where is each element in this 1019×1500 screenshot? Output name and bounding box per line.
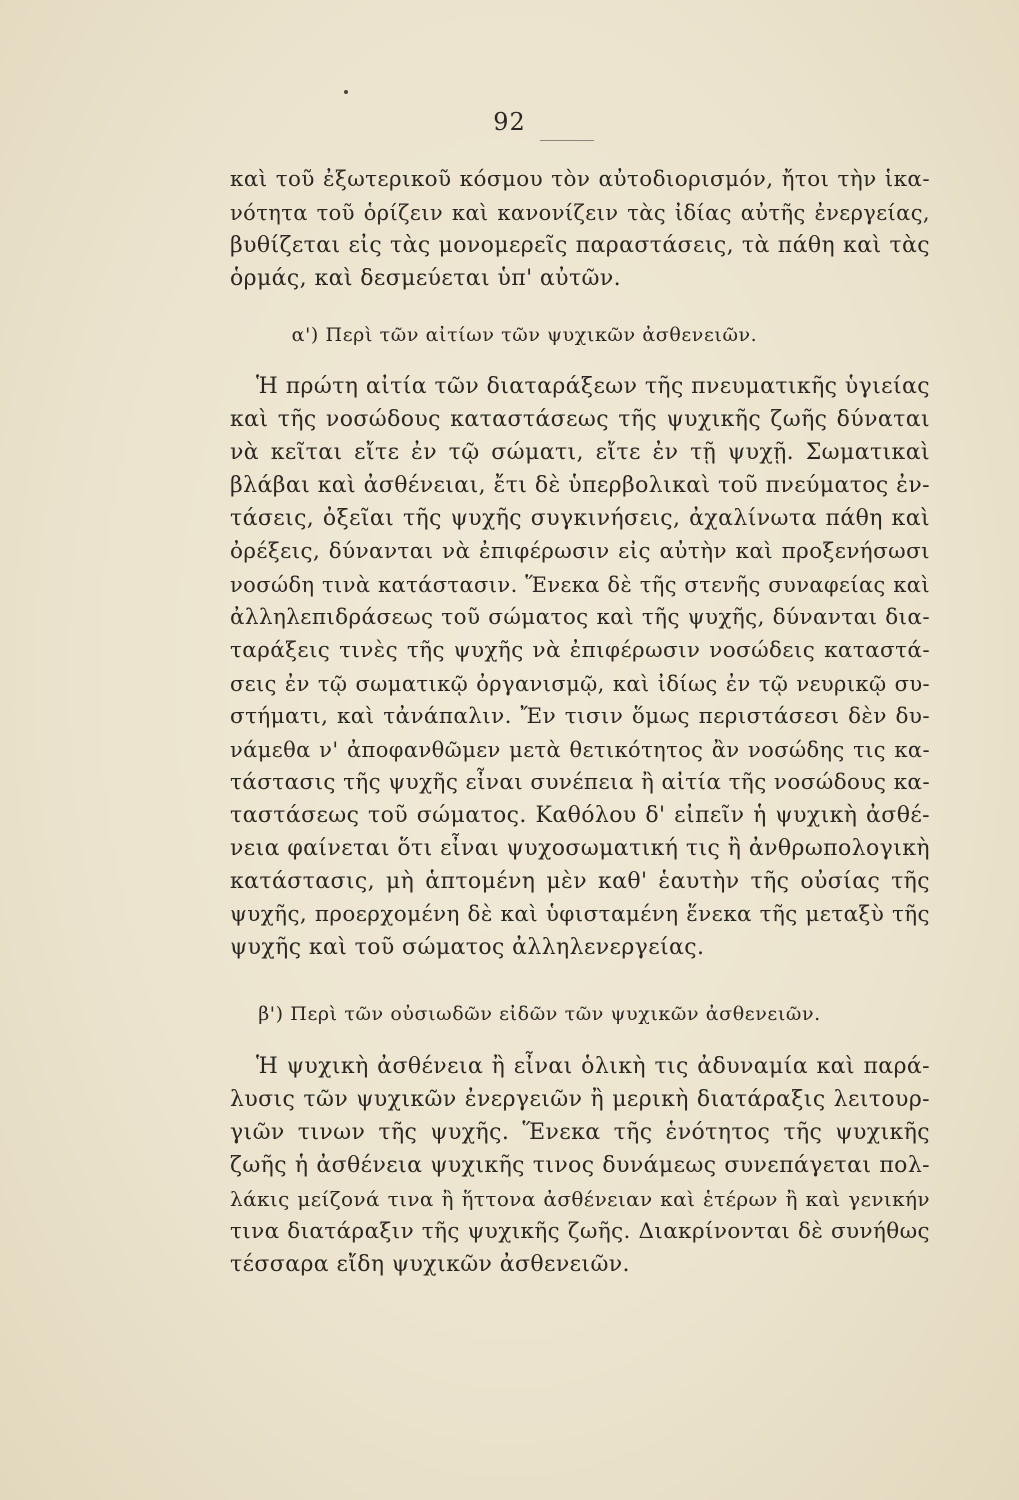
- text-line: σεις ἐν τῷ σωματικῷ ὀργανισμῷ, καὶ ἰδίως ἐν τῷ νευρικῷ συ-: [230, 672, 930, 696]
- text-line: τάσεις, ὀξεῖαι τῆς ψυχῆς συγκινήσεις, ἀχαλίνωτα πάθη καὶ: [230, 506, 930, 531]
- text-line: νάμεθα ν' ἀποφανθῶμεν μετὰ θετικότητος ἂν νοσώδης τις κα-: [230, 738, 930, 762]
- text-line: λάκις μείζονά τινα ἢ ἥττονα ἀσθένειαν καὶ ἑτέρων ἢ καὶ γενικήν: [230, 1187, 930, 1211]
- text-line: τάστασις τῆς ψυχῆς εἶναι συνέπεια ἢ αἰτία τῆς νοσώδους κα-: [230, 770, 930, 795]
- text-line: ὀρέξεις, δύνανται νὰ ἐπιφέρωσιν εἰς αὐτὴν καὶ προξενήσωσι: [230, 539, 930, 564]
- text-line: γιῶν τινων τῆς ψυχῆς. Ἕνεκα τῆς ἑνότητος τῆς ψυχικῆς: [230, 1120, 930, 1145]
- text-line: ψυχῆς καὶ τοῦ σώματος ἀλληλενεργείας.: [230, 935, 705, 960]
- text-line: καὶ τῆς νοσώδους καταστάσεως τῆς ψυχικῆς ζωῆς δύναται: [230, 407, 930, 432]
- ink-speck: [344, 90, 348, 94]
- text-line: καὶ τοῦ ἐξωτερικοῦ κόσμου τὸν αὐτοδιορισμόν, ἤτοι τὴν ἱκα-: [230, 167, 930, 192]
- section-heading-beta: β') Περὶ τῶν οὐσιωδῶν εἰδῶν τῶν ψυχικῶν ἀσθενειῶν.: [258, 1003, 821, 1025]
- text-line: κατάστασις, μὴ ἁπτομένη μὲν καθ' ἑαυτὴν τῆς οὐσίας τῆς: [230, 869, 930, 894]
- text-line: ὁρμάς, καὶ δεσμεύεται ὑπ' αὐτῶν.: [230, 266, 622, 291]
- text-line: Ἡ ψυχικὴ ἀσθένεια ἢ εἶναι ὁλικὴ τις ἀδυναμία καὶ παρά-: [256, 1054, 930, 1079]
- text-line: στήματι, καὶ τἀνάπαλιν. Ἔν τισιν ὅμως περιστάσεσι δὲν δυ-: [230, 704, 930, 729]
- section-heading-alpha: α') Περὶ τῶν αἰτίων τῶν ψυχικῶν ἀσθενειῶν.: [291, 324, 758, 346]
- text-line: ἀλληλεπιδράσεως τοῦ σώματος καὶ τῆς ψυχῆς, δύνανται δια-: [230, 605, 930, 630]
- text-line: ταράξεις τινὲς τῆς ψυχῆς νὰ ἐπιφέρωσιν νοσώδεις καταστά-: [230, 638, 930, 663]
- text-line: νεια φαίνεται ὅτι εἶναι ψυχοσωματική τις ἢ ἀνθρωπολογικὴ: [230, 836, 930, 861]
- text-line: ψυχῆς, προερχομένη δὲ καὶ ὑφισταμένη ἕνεκα τῆς μεταξὺ τῆς: [230, 902, 930, 927]
- text-line: ζωῆς ἡ ἀσθένεια ψυχικῆς τινος δυνάμεως συνεπάγεται πολ-: [230, 1153, 930, 1178]
- text-line: βλάβαι καὶ ἀσθένειαι, ἔτι δὲ ὑπερβολικαὶ τοῦ πνεύματος ἐν-: [230, 473, 930, 498]
- text-line: νὰ κεῖται εἴτε ἐν τῷ σώματι, εἴτε ἐν τῇ ψυχῇ. Σωματικαὶ: [230, 440, 930, 465]
- text-line: τέσσαρα εἴδη ψυχικῶν ἀσθενειῶν.: [230, 1252, 630, 1277]
- page-number: 92: [493, 108, 526, 136]
- text-line: νότητα τοῦ ὁρίζειν καὶ κανονίζειν τὰς ἰδίας αὐτῆς ἐνεργείας,: [230, 201, 930, 225]
- text-line: ταστάσεως τοῦ σώματος. Καθόλου δ' εἰπεῖν ἡ ψυχικὴ ἀσθέ-: [230, 803, 930, 828]
- text-line: τινα διατάραξιν τῆς ψυχικῆς ζωῆς. Διακρίνονται δὲ συνήθως: [230, 1219, 930, 1244]
- text-line: λυσις τῶν ψυχικῶν ἐνεργειῶν ἢ μερικὴ διατάραξις λειτουρ-: [230, 1087, 930, 1112]
- text-line: νοσώδη τινὰ κατάστασιν. Ἕνεκα δὲ τῆς στενῆς συναφείας καὶ: [230, 573, 930, 597]
- page-number-underline: [540, 140, 594, 141]
- text-line: βυθίζεται εἰς τὰς μονομερεῖς παραστάσεις, τὰ πάθη καὶ τὰς: [230, 233, 930, 258]
- text-line: Ἡ πρώτη αἰτία τῶν διαταράξεων τῆς πνευματικῆς ὑγιείας: [256, 374, 930, 399]
